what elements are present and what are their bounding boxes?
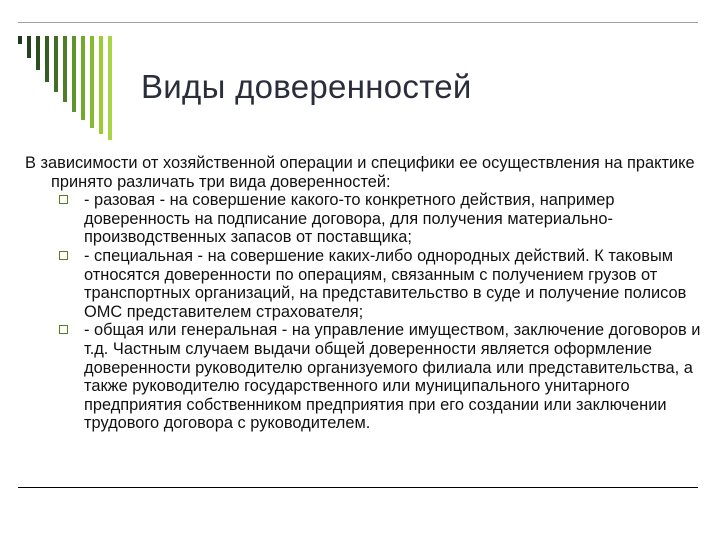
stripe	[90, 36, 94, 128]
intro-paragraph	[25, 154, 706, 191]
decorative-stripes	[18, 36, 128, 146]
stripe	[72, 36, 76, 112]
stripe	[108, 36, 112, 140]
hollow-square-bullet-icon	[59, 251, 68, 260]
list-item	[84, 321, 706, 433]
slide-title: Виды доверенностей	[141, 68, 472, 105]
stripe	[27, 36, 31, 58]
top-divider	[18, 22, 698, 23]
bottom-divider	[18, 487, 698, 488]
list-item-text: - общая или генеральная - на управление имуществом, заключение договоров и т.д. Частным случаем выдачи общей доверенности является оформление доверенности руководителю организуемого филиала или представительства, а также руководителю государственного или муниципального унитарного предприятия собственником предприятия при его создании или заключении трудового договора с руководителем.	[84, 321, 701, 433]
stripe	[63, 36, 67, 102]
stripe	[36, 36, 40, 70]
stripe	[99, 36, 103, 134]
stripe	[45, 36, 49, 82]
hollow-square-bullet-icon	[59, 325, 68, 334]
intro-text: В зависимости от хозяйственной операции и специфики ее осуществления на практике принято различать три вида доверенностей:	[25, 154, 695, 191]
slide-body	[25, 154, 706, 433]
list-item	[84, 247, 706, 321]
stripe	[81, 36, 85, 120]
hollow-square-bullet-icon	[59, 195, 68, 204]
list-item	[84, 191, 706, 247]
list-item-text: - специальная - на совершение каких-либо однородных действий. К таковым относятся доверенности по операциям, связанным с получением грузов от транспортных организаций, на представительство в суде и получение полисов ОМС представителем страхователя;	[84, 246, 687, 321]
stripe	[54, 36, 58, 92]
stripe	[18, 36, 22, 44]
list-item-text: - разовая - на совершение какого-то конкретного действия, например доверенность на подписание договора, для получения материально-производственных запасов от поставщика;	[84, 191, 615, 247]
